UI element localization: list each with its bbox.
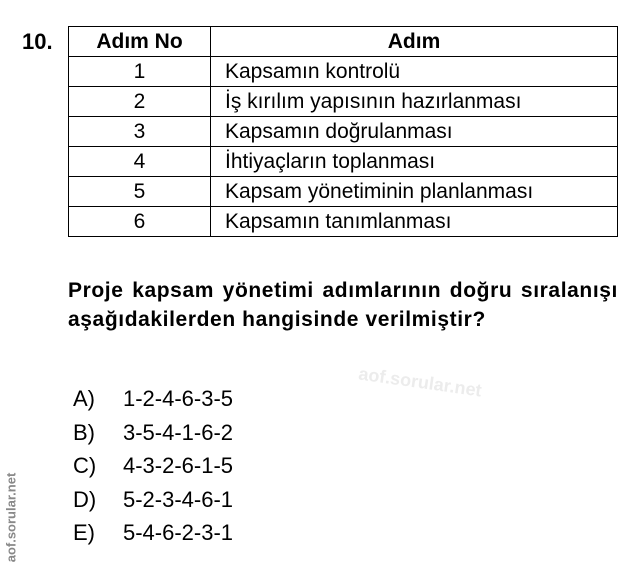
option-letter: E) [73, 520, 95, 545]
step-no: 3 [69, 117, 211, 147]
step-no: 1 [69, 57, 211, 87]
step-name: Kapsamın kontrolü [211, 57, 618, 87]
steps-table [68, 26, 618, 237]
step-name: Kapsamın tanımlanması [211, 207, 618, 237]
header-step: Adım [211, 27, 618, 57]
option-letter: C) [73, 453, 97, 478]
options [73, 386, 233, 554]
step-name: İş kırılım yapısının hazırlanması [211, 87, 618, 117]
option-d[interactable] [73, 487, 233, 521]
table-row [69, 87, 618, 117]
step-name: Kapsamın doğrulanması [211, 117, 618, 147]
step-no: 4 [69, 147, 211, 177]
watermark: aof.sorular.net [357, 363, 483, 401]
step-no: 6 [69, 207, 211, 237]
option-text: 5-4-6-2-3-1 [123, 520, 234, 545]
header-step-no: Adım No [69, 27, 211, 57]
table-row [69, 177, 618, 207]
option-b[interactable] [73, 420, 233, 454]
option-e[interactable] [73, 520, 233, 554]
option-text: 1-2-4-6-3-5 [123, 386, 234, 411]
step-name: Kapsam yönetiminin planlanması [211, 177, 618, 207]
table-row [69, 147, 618, 177]
step-no: 5 [69, 177, 211, 207]
option-c[interactable] [73, 453, 233, 487]
question-number: 10. [22, 29, 53, 54]
table-row [69, 57, 618, 87]
question-text: Proje kapsam yönetimi adımlarının doğru sıralanışı aşağıdakilerden hangisinde verilmiştir? [68, 279, 618, 331]
option-text: 4-3-2-6-1-5 [123, 453, 234, 478]
option-text: 3-5-4-1-6-2 [123, 419, 234, 445]
step-name: İhtiyaçların toplanması [211, 147, 618, 177]
option-text: 5-2-3-4-6-1 [123, 486, 234, 512]
table-row [69, 207, 618, 237]
option-letter: A) [73, 386, 95, 411]
step-no: 2 [69, 87, 211, 117]
table-row [69, 117, 618, 147]
option-letter: D) [73, 486, 97, 512]
option-letter: B) [73, 419, 95, 445]
side-watermark: aof.sorular.net [3, 472, 19, 563]
option-a[interactable] [73, 386, 233, 420]
